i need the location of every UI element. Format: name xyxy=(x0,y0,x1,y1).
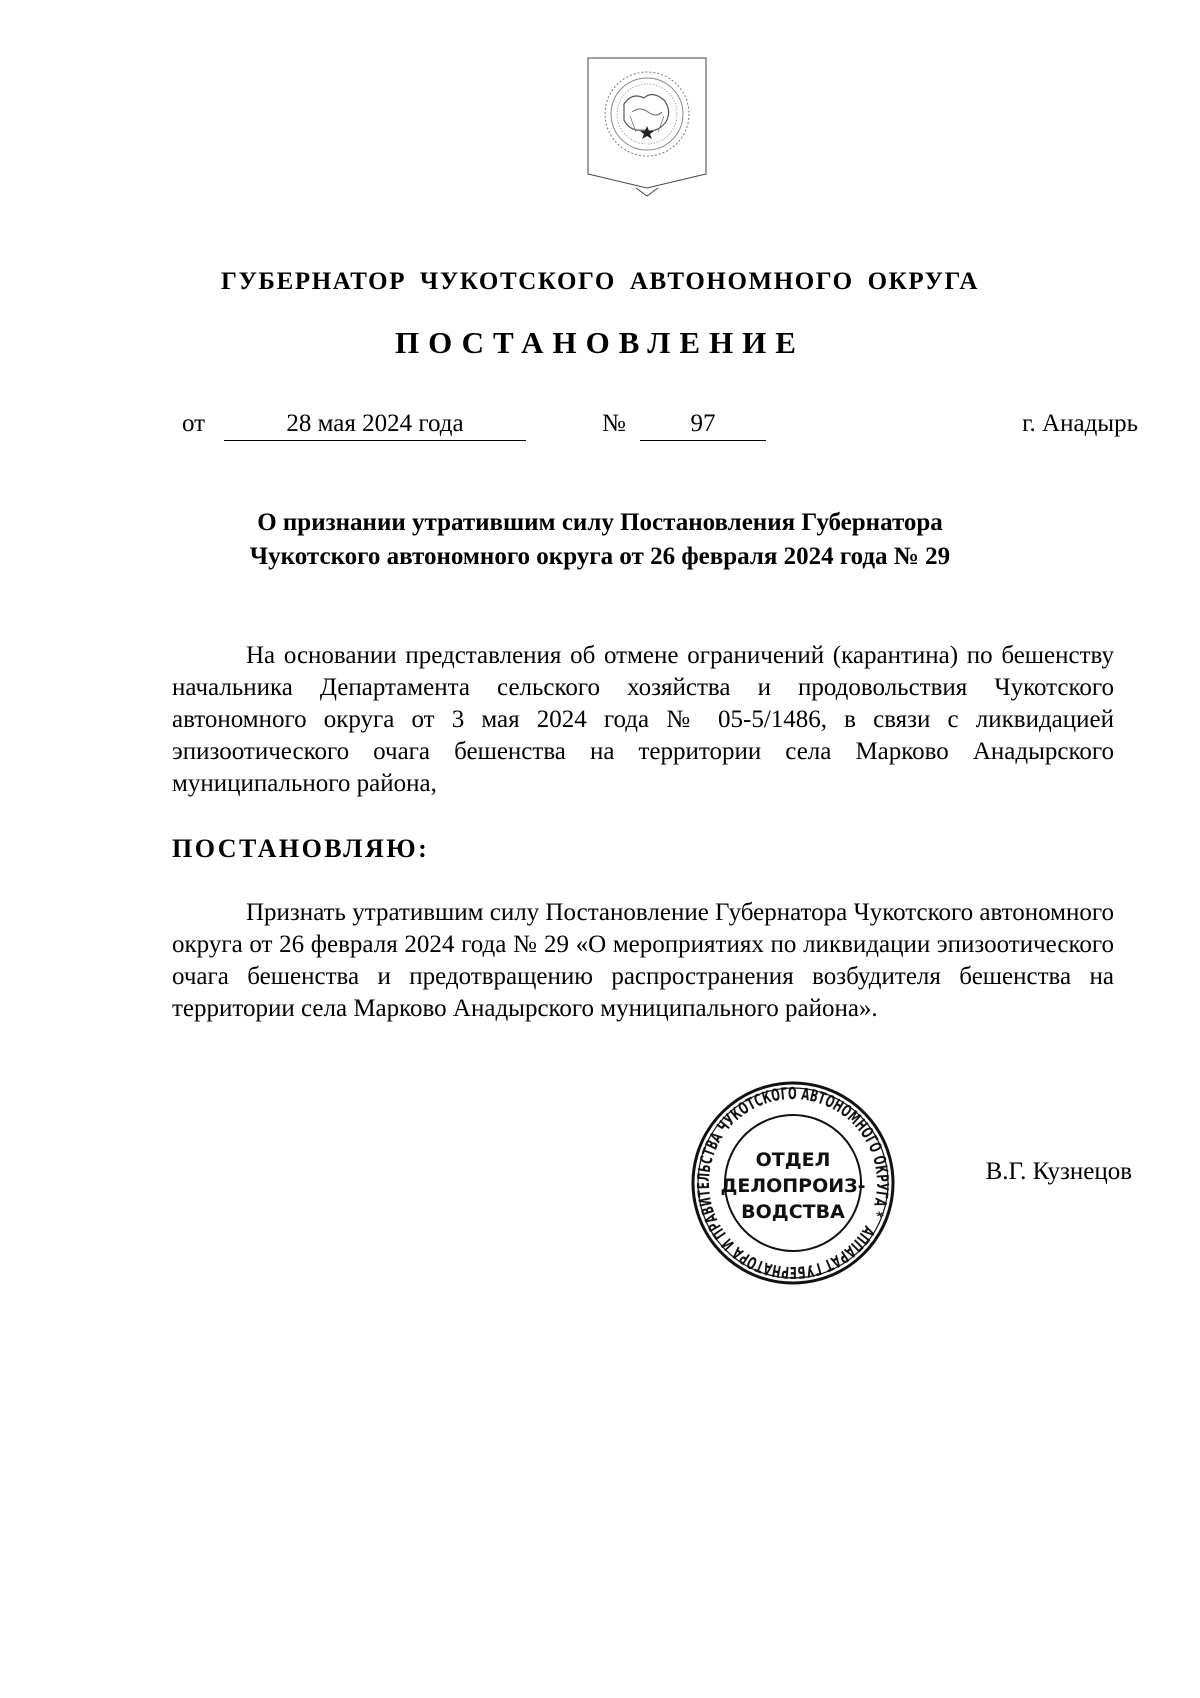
subject-line-1: О признании утратившим силу Постановления Губернатора xyxy=(257,509,943,536)
coat-of-arms-icon xyxy=(586,56,708,206)
document-number: 97 xyxy=(640,410,766,441)
date-from-label: от xyxy=(182,410,206,437)
issue-city: г. Анадырь xyxy=(1022,410,1138,437)
document-type-title: ПОСТАНОВЛЕНИЕ xyxy=(395,325,805,360)
stamp-line-1: ОТДЕЛ xyxy=(755,1149,831,1171)
stamp-line-3: ВОДСТВА xyxy=(741,1201,845,1223)
official-stamp xyxy=(688,1078,898,1288)
decree-heading: ПОСТАНОВЛЯЮ: xyxy=(172,834,430,863)
stamp-ring-text: АППАРАТ ГУБЕРНАТОРА И ПРАВИТЕЛЬСТВА ЧУКОТСКОГО АВТОНОМНОГО ОКРУГА * xyxy=(693,1083,893,1283)
signatory-name: В.Г. Кузнецов xyxy=(985,1158,1132,1185)
document-subject xyxy=(150,506,1050,574)
decision-paragraph: Признать утратившим силу Постановление Губернатора Чукотского автономного округа от 26 февраля 2024 года № 29 «О мероприятиях по ликвидации эпизоотического очага бешенства и предотвращению распространения возбудителя бешенства на территории села Марково Анадырского муниципального района». xyxy=(172,899,1114,1022)
number-label: № xyxy=(602,410,626,437)
document-date: 28 мая 2024 года xyxy=(224,410,526,441)
issuing-authority: ГУБЕРНАТОР ЧУКОТСКОГО АВТОНОМНОГО ОКРУГА xyxy=(220,268,979,295)
subject-line-2: Чукотского автономного округа от 26 февраля 2024 года № 29 xyxy=(249,543,951,570)
basis-paragraph: На основании представления об отмене ограничений (карантина) по бешенству начальника Департамента сельского хозяйства и продовольствия Чукотского автономного округа от 3 мая 2024 года № 05-5/1486, в связи с ликвидацией эпизоотического очага бешенства на территории села Марково Анадырского муниципального района, xyxy=(172,642,1114,797)
stamp-line-2: ДЕЛОПРОИЗ- xyxy=(720,1175,866,1197)
date-number-line xyxy=(0,410,1200,444)
